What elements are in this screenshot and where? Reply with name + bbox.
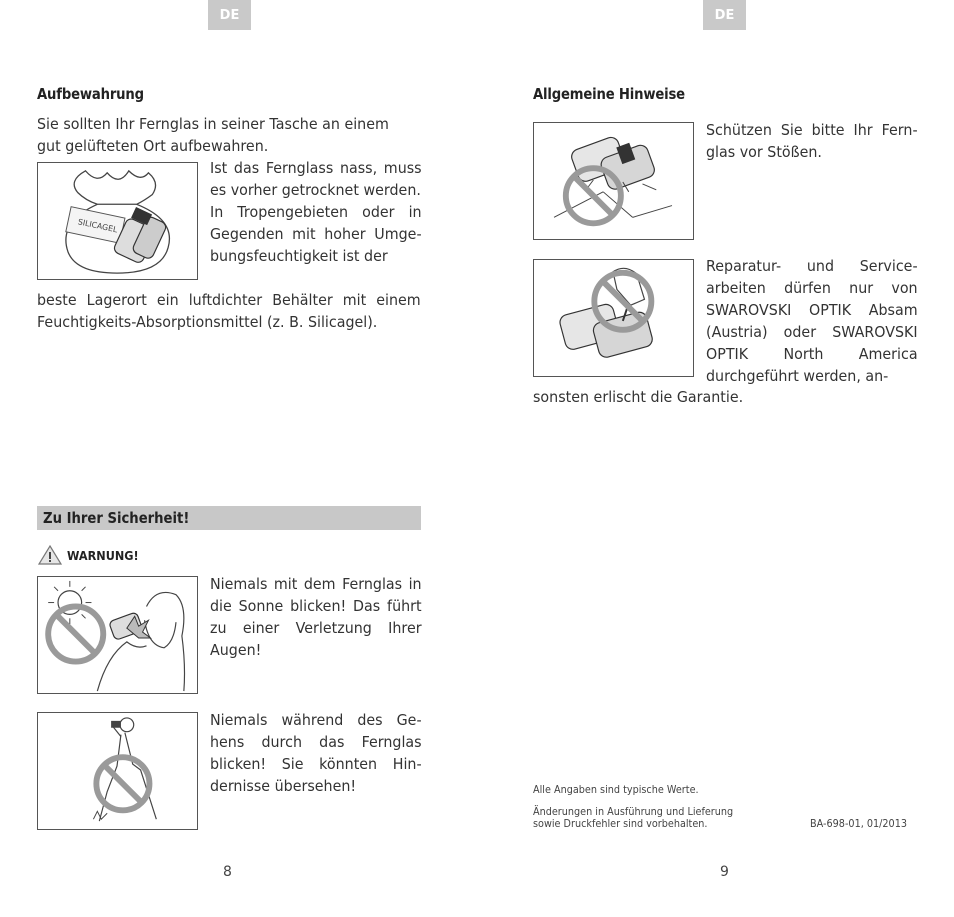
bag-label: SILICAGEL <box>77 217 119 235</box>
page-number-left: 8 <box>223 864 232 880</box>
footnote-changes-line2: sowie Druckfehler sind vorbehalten. <box>533 818 708 830</box>
storage-heading: Aufbewahrung <box>37 85 144 103</box>
sun-warning-illustration <box>37 576 198 694</box>
walking-warning-illustration <box>37 712 198 830</box>
shock-warning-illustration <box>533 122 694 240</box>
storage-intro-line1: Sie sollten Ihr Fernglas in seiner Tasche an einem <box>37 115 389 133</box>
shock-warning-text: Schützen Sie bitte Ihr Fern- glas vor Stößen. <box>706 121 918 161</box>
repair-warning-illustration <box>533 259 694 377</box>
general-heading: Allgemeine Hinweise <box>533 85 685 103</box>
storage-side-text: Ist das Fernglass nass, muss es vorher getrocknet werden. In Tropengebieten oder in Gegenden mit hoher Umge- bungsfeuchtigkeit ist der <box>210 159 422 265</box>
walking-warning-text: Niemals während des Ge- hens durch das Fernglas blicken! Sie könnten Hin- dernisse übersehen! <box>210 711 422 795</box>
repair-warning-text: Reparatur- und Service- arbeiten dürfen nur von SWAROVSKI OPTIK Absam (Austria) oder SWAROVSKI OPTIK North America durchgeführt werden, an- <box>706 257 918 385</box>
safety-heading: Zu Ihrer Sicherheit! <box>43 509 190 527</box>
walking-drawing <box>38 713 197 829</box>
repair-continuation: sonsten erlischt die Garantie. <box>533 388 744 406</box>
language-tab-right: DE <box>703 0 746 30</box>
bag-illustration <box>37 162 198 280</box>
language-tab-left: DE <box>208 0 251 30</box>
warning-triangle-icon <box>37 544 63 566</box>
warning-line <box>37 544 147 566</box>
storage-continuation: beste Lagerort ein luftdichter Behälter mit einem Feuchtigkeits-Absorptionsmittel (z. B. Silicagel). <box>37 291 421 331</box>
repair-drawing <box>534 260 693 376</box>
bag-drawing <box>38 163 197 279</box>
warning-label: WARNUNG! <box>67 547 139 563</box>
footnote-typical-values: Alle Angaben sind typische Werte. <box>533 784 699 796</box>
sun-warning-text: Niemals mit dem Fernglas in die Sonne blicken! Das führt zu einer Verletzung Ihrer Augen! <box>210 575 422 659</box>
footnote-changes-line1: Änderungen in Ausführung und Lieferung <box>533 806 734 818</box>
storage-intro-line2: gut gelüfteten Ort aufbewahren. <box>37 137 269 155</box>
safety-section-bar <box>37 506 421 530</box>
sun-drawing <box>38 577 197 693</box>
document-code: BA-698-01, 01/2013 <box>810 818 908 830</box>
shock-drawing <box>534 123 693 239</box>
page-number-right: 9 <box>720 864 729 880</box>
